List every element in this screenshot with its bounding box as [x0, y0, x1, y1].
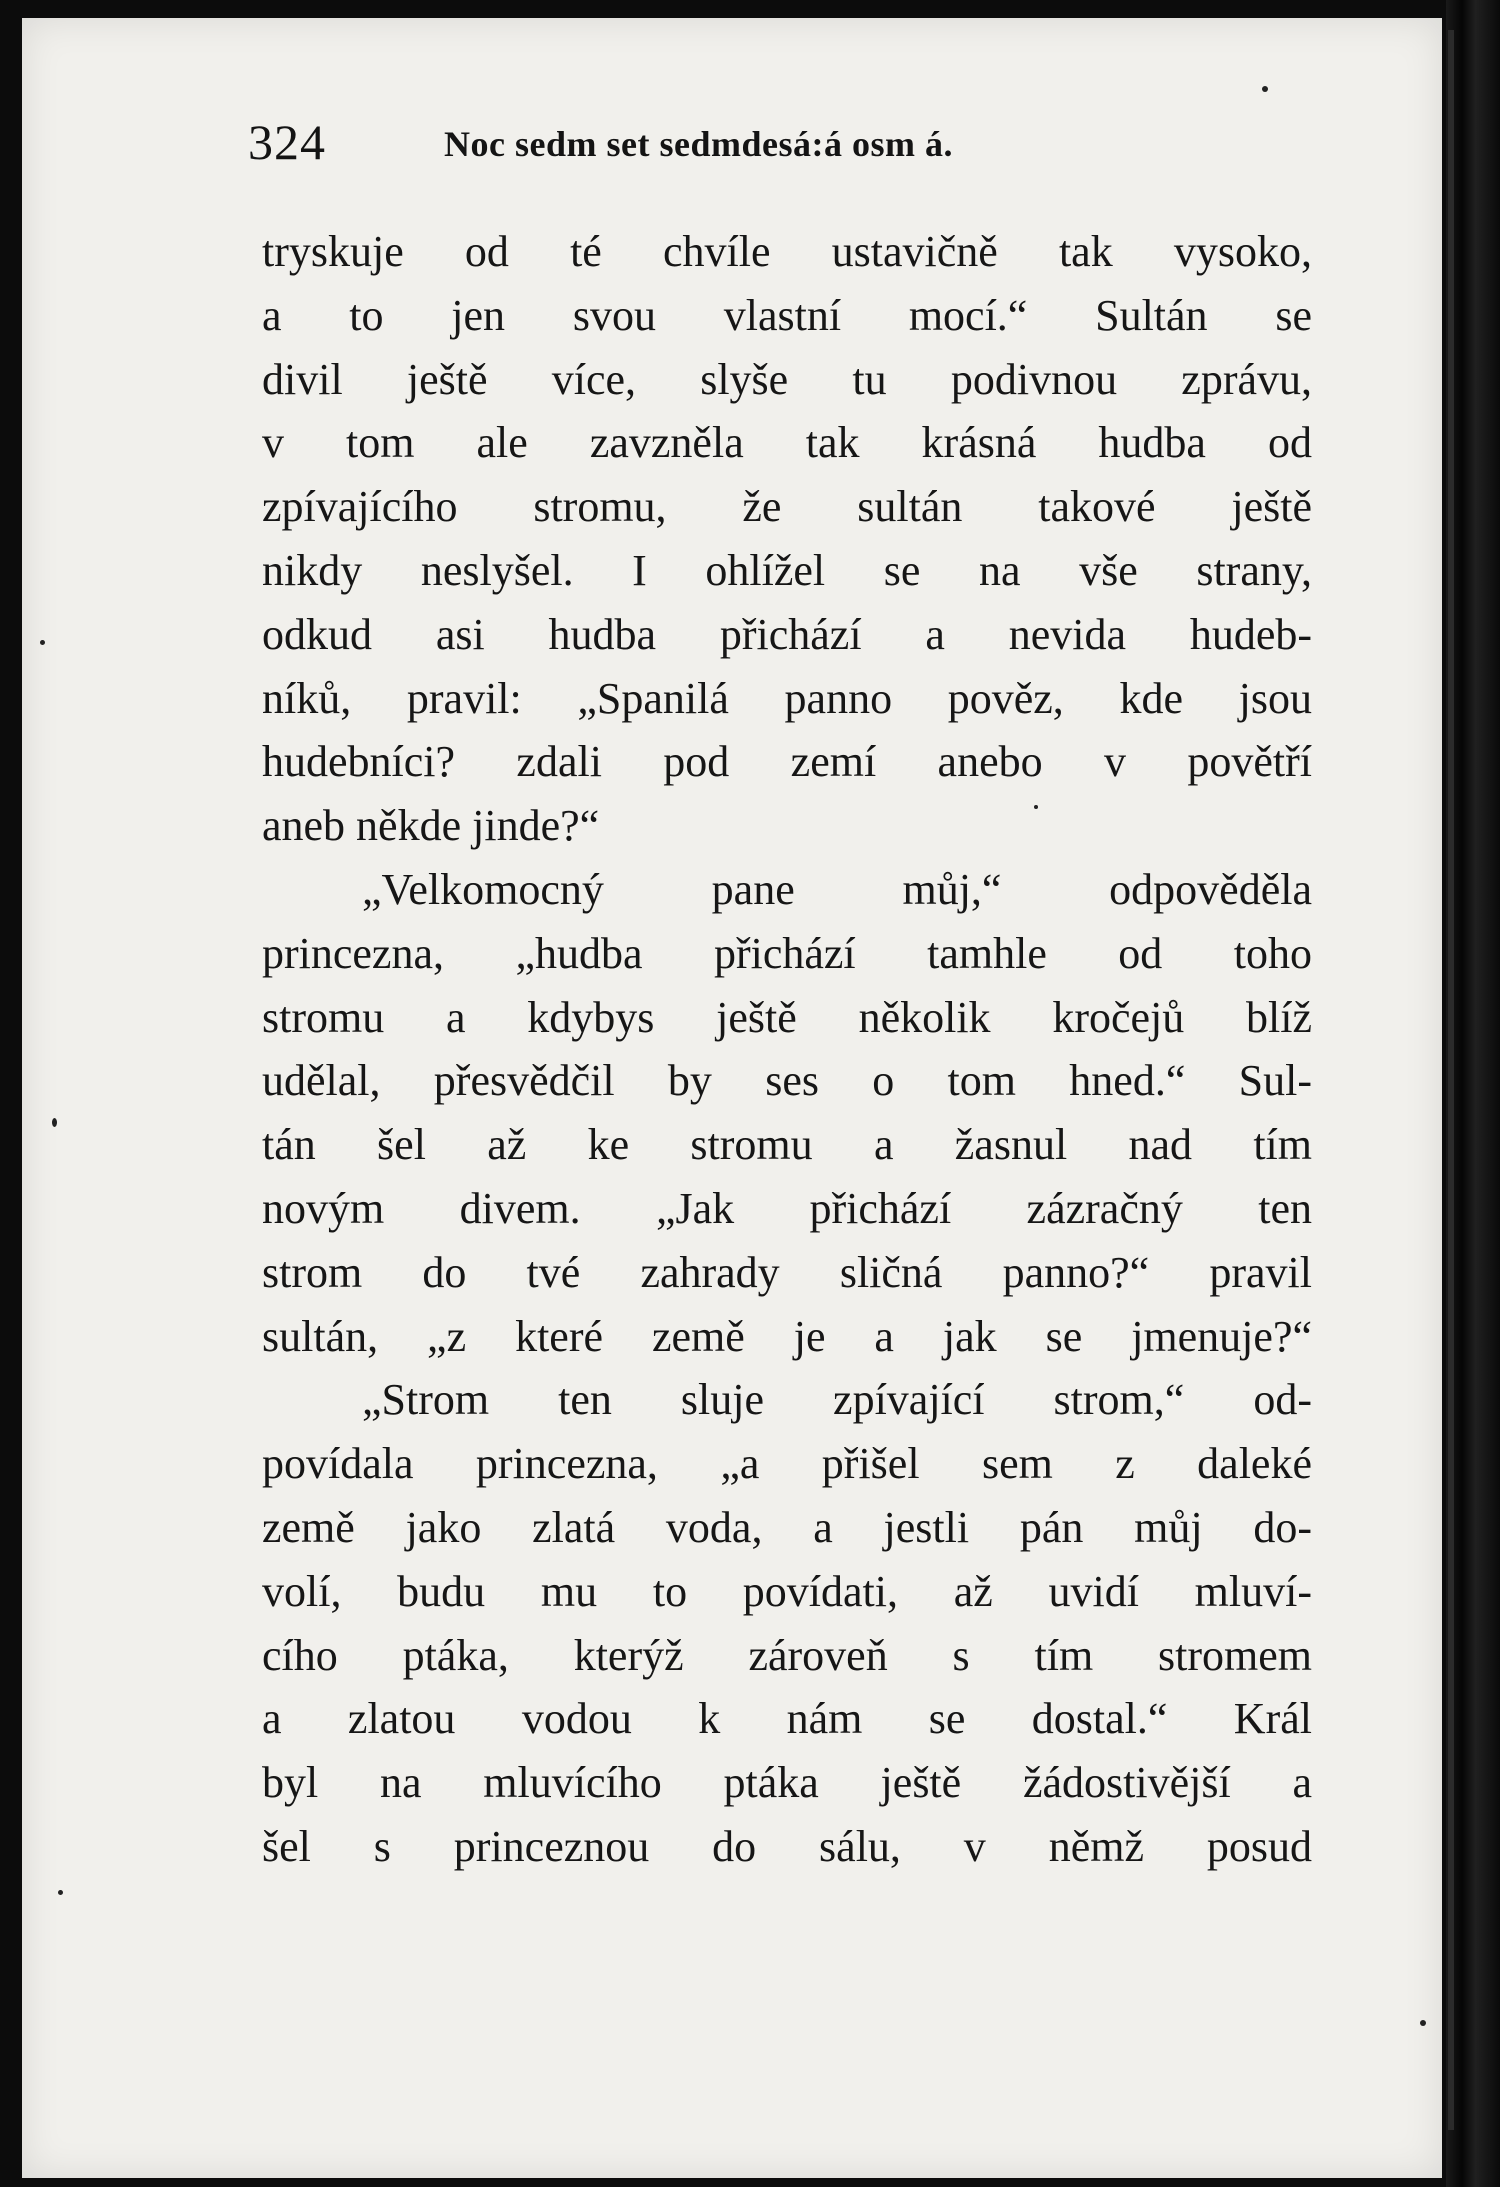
text-line: aneb někde jinde?“: [262, 801, 600, 851]
text-line: cího ptáka, kterýž zároveň s tím stromem: [262, 1630, 1312, 1680]
text-line: sultán, „z které země je a jak se jmenuje?“: [262, 1311, 1312, 1361]
text-line: nikdy neslyšel. I ohlížel se na vše strany,: [262, 545, 1312, 595]
text-line: a to jen svou vlastní mocí.“ Sultán se: [262, 290, 1312, 340]
book-binding: [1446, 0, 1500, 2187]
page-header: [248, 112, 1148, 172]
text-line: princezna, „hudba přichází tamhle od toho: [262, 928, 1312, 978]
text-line: udělal, přesvědčil by ses o tom hned.“ Sul-: [262, 1056, 1312, 1106]
text-line: země jako zlatá voda, a jestli pán můj do-: [262, 1502, 1312, 1552]
binding-edge: [1448, 30, 1454, 2130]
text-line: novým divem. „Jak přichází zázračný ten: [262, 1183, 1312, 1233]
scan-speck: [58, 1890, 63, 1895]
text-line: „Strom ten sluje zpívající strom,“ od-: [362, 1375, 1312, 1425]
text-line: volí, budu mu to povídati, až uvidí mluví-: [262, 1566, 1312, 1616]
text-line: šel s princeznou do sálu, v němž posud: [262, 1821, 1312, 1871]
text-line: povídala princezna, „a přišel sem z daleké: [262, 1439, 1312, 1489]
text-line: byl na mluvícího ptáka ještě žádostivější a: [262, 1758, 1312, 1808]
text-line: strom do tvé zahrady sličná panno?“ pravil: [262, 1247, 1312, 1297]
scan-speck: [1262, 86, 1268, 92]
body-text: [262, 220, 1312, 1879]
text-line: divil ještě více, slyše tu podivnou zprávu,: [262, 354, 1312, 404]
text-line: v tom ale zavzněla tak krásná hudba od: [262, 418, 1312, 468]
scan-speck: [40, 640, 45, 645]
text-line: „Velkomocný pane můj,“ odpověděla: [362, 864, 1312, 914]
text-line: odkud asi hudba přichází a nevida hudeb-: [262, 609, 1312, 659]
text-line: a zlatou vodou k nám se dostal.“ Král: [262, 1694, 1312, 1744]
text-line: tán šel až ke stromu a žasnul nad tím: [262, 1120, 1312, 1170]
text-line: zpívajícího stromu, že sultán takové ještě: [262, 482, 1312, 532]
running-head: Noc sedm set sedmdesá:á osm á.: [444, 124, 953, 164]
scan-speck: [1034, 805, 1038, 809]
scan-speck: [52, 1118, 57, 1127]
text-line: tryskuje od té chvíle ustavičně tak vysoko,: [262, 227, 1312, 276]
page-number: 324: [248, 114, 326, 170]
text-line: níků, pravil: „Spanilá panno pověz, kde jsou: [262, 673, 1312, 723]
text-line: stromu a kdybys ještě několik kročejů blíž: [262, 992, 1312, 1042]
scan-speck: [1420, 2020, 1426, 2026]
text-line: hudebníci? zdali pod zemí anebo v povětří: [262, 737, 1312, 787]
